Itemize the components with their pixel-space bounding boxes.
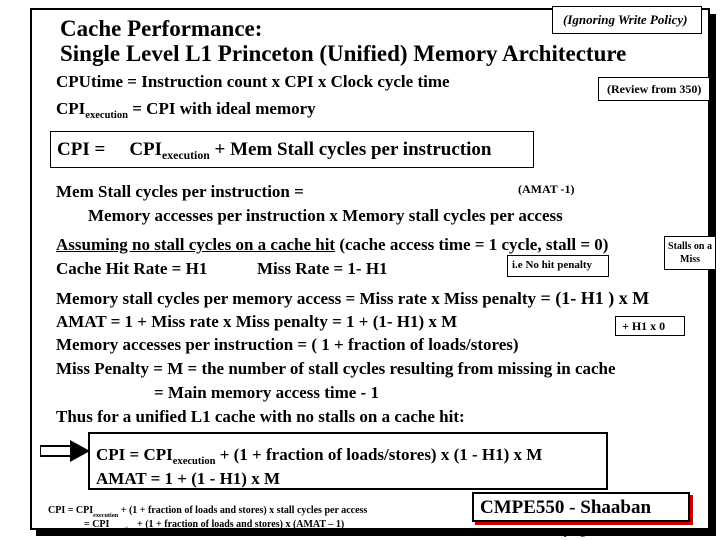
arrow-right-icon <box>40 440 92 462</box>
course-banner <box>472 492 690 522</box>
thus-line: Thus for a unified L1 cache with no stalls on a cache hit: <box>56 407 465 426</box>
review-note: (Review from 350) <box>607 82 702 96</box>
no-hit-penalty-note: i.e No hit penalty <box>512 259 593 271</box>
slide-title-line2: Single Level L1 Princeton (Unified) Memory Architecture <box>60 41 627 66</box>
assuming-line: Assuming no stall cycles on a cache hit (cache access time = 1 cycle, stall = 0) <box>56 235 609 254</box>
write-policy-note-box <box>552 6 702 34</box>
cpiexecution-line: $CPI_{execution}$ = CPI with ideal memory <box>56 99 316 121</box>
mem-access-per-instr-line: Memory accesses per instruction = ( 1 + fraction of loads/stores) <box>56 335 519 354</box>
stalls-on-miss-note: Stalls on a Miss <box>668 241 712 265</box>
course-title: CMPE550 - Shaaban <box>480 497 652 518</box>
slide-title-line1: Cache Performance: <box>60 16 263 41</box>
amat-note: (AMAT -1) <box>518 182 575 196</box>
h1-note-box <box>615 316 685 336</box>
footnote-line1: CPI = $CPI_{execution} + (1$ + fraction of loads and stores) x stall cycles per access <box>48 505 368 519</box>
no-hit-penalty-box <box>507 255 609 277</box>
amat-line: AMAT = 1 + Miss rate x Miss penalty = 1 + (1- H1) x M <box>56 312 458 331</box>
mem-stall-line1: Mem Stall cycles per instruction = <box>56 182 304 201</box>
footnote-line2: = $CPI_{execution} + (1$ + fraction of loads and stores) x (AMAT – 1) <box>84 519 345 533</box>
result-amat-formula: AMAT = 1 + (1 - H1) x M <box>96 469 280 488</box>
miss-penalty-line1: Miss Penalty = M = the number of stall cycles resulting from missing in cache <box>56 359 616 378</box>
footer-info: #26 lec # 8 Spring 2016 3-30-2016 <box>517 527 645 537</box>
write-policy-note: (Ignoring Write Policy) <box>563 12 688 27</box>
miss-penalty-line2: = Main memory access time - 1 <box>154 383 379 402</box>
result-formula-box <box>88 432 608 490</box>
h1-note: + H1 x 0 <box>622 319 666 333</box>
cpi-formula-box <box>50 131 534 168</box>
miss-rate: Miss Rate = 1- H1 <box>257 259 388 278</box>
cputime-line: CPUtime = Instruction count x CPI x Clock cycle time <box>56 72 450 91</box>
review-note-box <box>598 77 710 101</box>
cpi-formula: CPI = $CPI_{execution}$ + Mem Stall cycles per instruction <box>57 139 492 162</box>
mem-stall-access-line: Memory stall cycles per memory access = Miss rate x Miss penalty = (1- H1 ) x M <box>56 288 650 308</box>
mem-stall-line2: Memory accesses per instruction x Memory stall cycles per access <box>88 206 563 225</box>
hit-rate: Cache Hit Rate = H1 <box>56 259 208 278</box>
result-cpi-formula: CPI = $CPI_{execution} + (1$ + fraction of loads/stores) x (1 - H1) x M <box>96 445 543 467</box>
stalls-on-miss-box <box>664 236 716 270</box>
